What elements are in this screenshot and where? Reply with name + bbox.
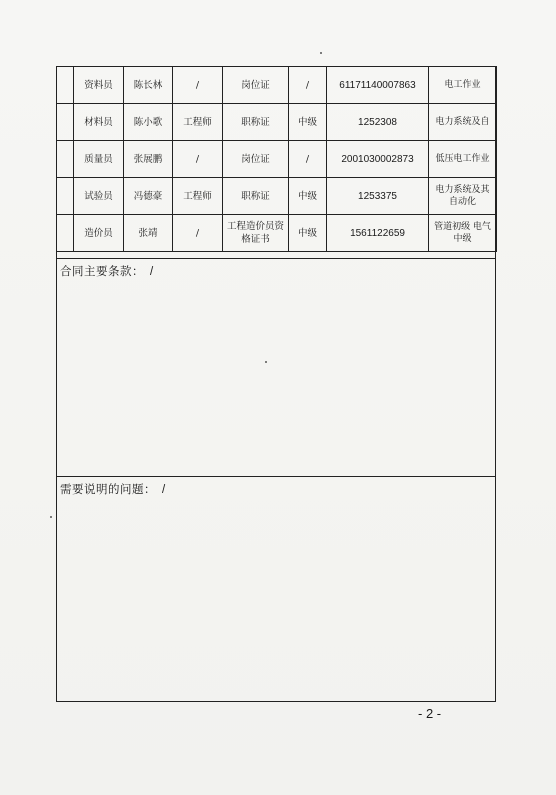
contract-terms-section xyxy=(56,258,496,476)
cert-cell: 岗位证 xyxy=(223,141,289,178)
staff-table-body xyxy=(57,67,497,252)
scan-speck xyxy=(265,361,267,363)
major-cell: 管道初级 电气中级 xyxy=(429,215,497,252)
table-row xyxy=(57,215,497,252)
row-spacer xyxy=(57,178,74,215)
issues-title: 需要说明的问题： xyxy=(60,482,156,496)
table-row xyxy=(57,104,497,141)
scan-speck xyxy=(50,516,52,518)
role-cell: 资料员 xyxy=(74,67,124,104)
title-cell: 工程师 xyxy=(173,104,223,141)
cert-number-cell: 1253375 xyxy=(327,178,429,215)
title-cell: 工程师 xyxy=(173,178,223,215)
name-cell: 张靖 xyxy=(124,215,173,252)
name-cell: 陈小歌 xyxy=(124,104,173,141)
page-number: - 2 - xyxy=(418,706,442,721)
row-spacer xyxy=(57,141,74,178)
issues-section xyxy=(56,476,496,702)
row-spacer xyxy=(57,104,74,141)
role-cell: 试验员 xyxy=(74,178,124,215)
cert-number-cell: 1252308 xyxy=(327,104,429,141)
title-cell: / xyxy=(173,215,223,252)
major-cell: 电力系统及其自动化 xyxy=(429,178,497,215)
role-cell: 造价员 xyxy=(74,215,124,252)
table-row xyxy=(57,178,497,215)
major-cell: 低压电工作业 xyxy=(429,141,497,178)
issues-value: / xyxy=(162,484,166,496)
title-cell: / xyxy=(173,67,223,104)
staff-table xyxy=(56,66,497,252)
row-spacer xyxy=(57,67,74,104)
cert-number-cell: 2001030002873 xyxy=(327,141,429,178)
cert-cell: 职称证 xyxy=(223,178,289,215)
cert-cell: 岗位证 xyxy=(223,67,289,104)
level-cell: / xyxy=(289,141,327,178)
title-cell: / xyxy=(173,141,223,178)
level-cell: 中级 xyxy=(289,215,327,252)
level-cell: 中级 xyxy=(289,104,327,141)
cert-cell: 职称证 xyxy=(223,104,289,141)
cert-number-cell: 61171140007863 xyxy=(327,67,429,104)
level-cell: / xyxy=(289,67,327,104)
table-row xyxy=(57,67,497,104)
role-cell: 质量员 xyxy=(74,141,124,178)
table-row xyxy=(57,141,497,178)
role-cell: 材料员 xyxy=(74,104,124,141)
level-cell: 中级 xyxy=(289,178,327,215)
contract-terms-title: 合同主要条款： xyxy=(60,264,144,278)
major-cell: 电工作业 xyxy=(429,67,497,104)
cert-number-cell: 1561122659 xyxy=(327,215,429,252)
contract-terms-value: / xyxy=(150,266,154,278)
major-cell: 电力系统及自 xyxy=(429,104,497,141)
scan-speck xyxy=(320,52,322,54)
name-cell: 张展鹏 xyxy=(124,141,173,178)
contract-terms-label xyxy=(60,263,154,279)
cert-cell: 工程造价员资格证书 xyxy=(223,215,289,252)
name-cell: 冯德豪 xyxy=(124,178,173,215)
row-spacer xyxy=(57,215,74,252)
name-cell: 陈长林 xyxy=(124,67,173,104)
issues-label xyxy=(60,481,166,497)
